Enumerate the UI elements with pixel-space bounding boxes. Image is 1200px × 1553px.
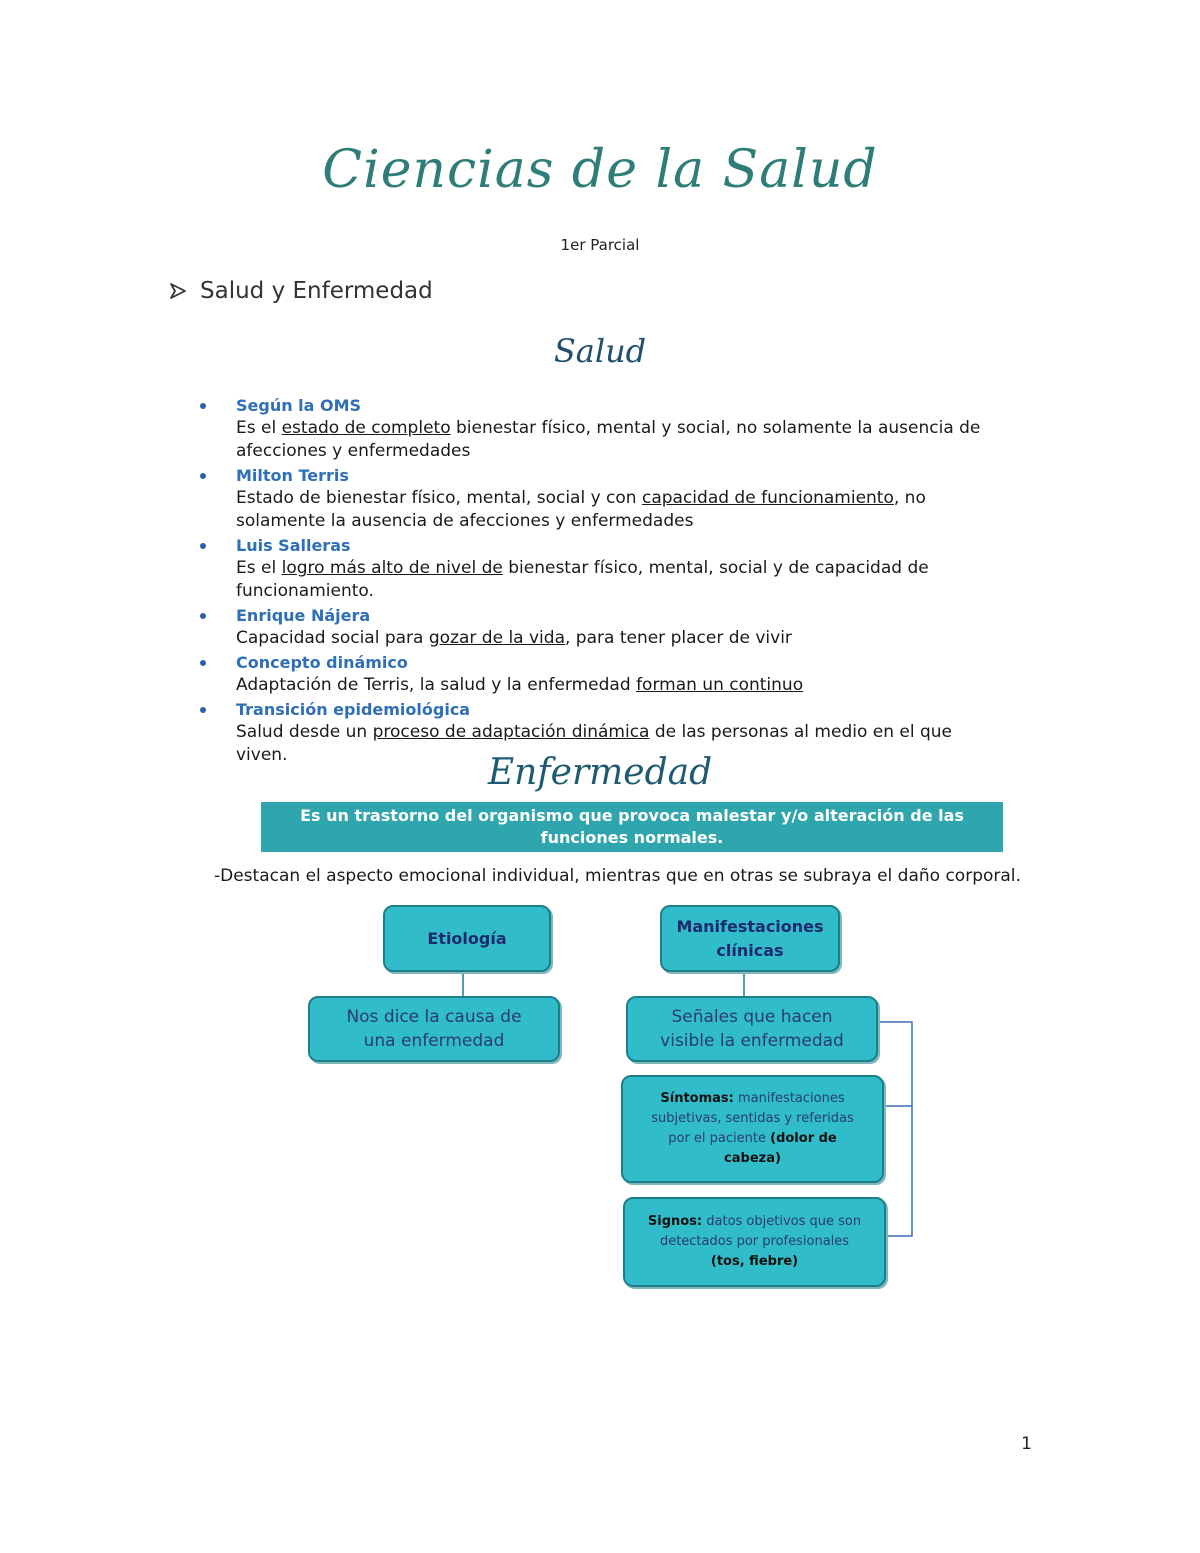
manifestaciones-desc-box: [626, 996, 878, 1062]
bullet-icon: [200, 613, 206, 619]
bullet-icon: [200, 543, 206, 549]
bullet-icon: [200, 660, 206, 666]
signos-text: Signos: datos objetivos que son detectados por profesionales (tos, fiebre): [647, 1214, 862, 1269]
definition-term: Transición epidemiológica: [236, 700, 471, 719]
list-item: [200, 394, 1000, 463]
section-heading-text: Salud y Enfermedad: [200, 278, 433, 304]
document-subtitle: 1er Parcial: [560, 236, 640, 254]
page-number: 1: [1021, 1434, 1032, 1454]
definition-term: Luis Salleras: [236, 536, 351, 555]
etiologia-box: [383, 905, 551, 972]
definition-term: Enrique Nájera: [236, 606, 371, 625]
document-title: Ciencias de la Salud: [322, 140, 878, 200]
definition-text: Estado de bienestar físico, mental, social y con capacidad de funcionamiento, no solamente la ausencia de afecciones y enfermedades: [236, 488, 926, 531]
bullet-icon: [200, 707, 206, 713]
bullet-icon: [200, 473, 206, 479]
manifestaciones-desc: Señales que hacen visible la enfermedad: [660, 1007, 844, 1051]
salud-definitions-list: [200, 394, 1000, 768]
etiologia-desc: Nos dice la causa de una enfermedad: [346, 1007, 522, 1051]
arrow-bullet-icon: [168, 281, 188, 301]
bullet-icon: [200, 403, 206, 409]
manifestaciones-box: [660, 905, 840, 972]
manifestaciones-label: Manifestaciones clínicas: [676, 916, 824, 960]
sintomas-box: [621, 1075, 884, 1183]
definition-text: Capacidad social para gozar de la vida, para tener placer de vivir: [236, 628, 792, 648]
definition-text: Salud desde un proceso de adaptación dinámica de las personas al medio en el que viven.: [236, 722, 953, 765]
definition-term: Milton Terris: [236, 466, 349, 485]
definition-text: Es el estado de completo bienestar físico, mental y social, no solamente la ausencia de afecciones y enfermedades: [236, 418, 981, 461]
list-item: [200, 464, 1000, 533]
definition-text: Es el logro más alto de nivel de bienestar físico, mental, social y de capacidad de funcionamiento.: [236, 558, 929, 601]
enfermedad-definition-banner: Es un trastorno del organismo que provoca malestar y/o alteración de las funciones normales.: [261, 802, 1003, 852]
list-item: [200, 651, 1000, 697]
section-heading: [168, 278, 433, 304]
signos-box: [623, 1197, 886, 1287]
etiologia-desc-box: [308, 996, 560, 1062]
definition-term: Según la OMS: [236, 396, 362, 415]
enfermedad-heading: Enfermedad: [487, 752, 713, 793]
list-item: [200, 604, 1000, 650]
definition-term: Concepto dinámico: [236, 653, 408, 672]
list-item: [200, 534, 1000, 603]
sintomas-text: Síntomas: manifestaciones subjetivas, sentidas y referidas por el paciente (dolor de cabeza): [651, 1091, 854, 1166]
salud-heading: Salud: [553, 332, 647, 370]
enfermedad-note: -Destacan el aspecto emocional individual, mientras que en otras se subraya el daño corporal.: [214, 866, 1021, 886]
definition-text: Adaptación de Terris, la salud y la enfermedad forman un continuo: [236, 675, 804, 695]
etiologia-label: Etiología: [427, 928, 507, 948]
